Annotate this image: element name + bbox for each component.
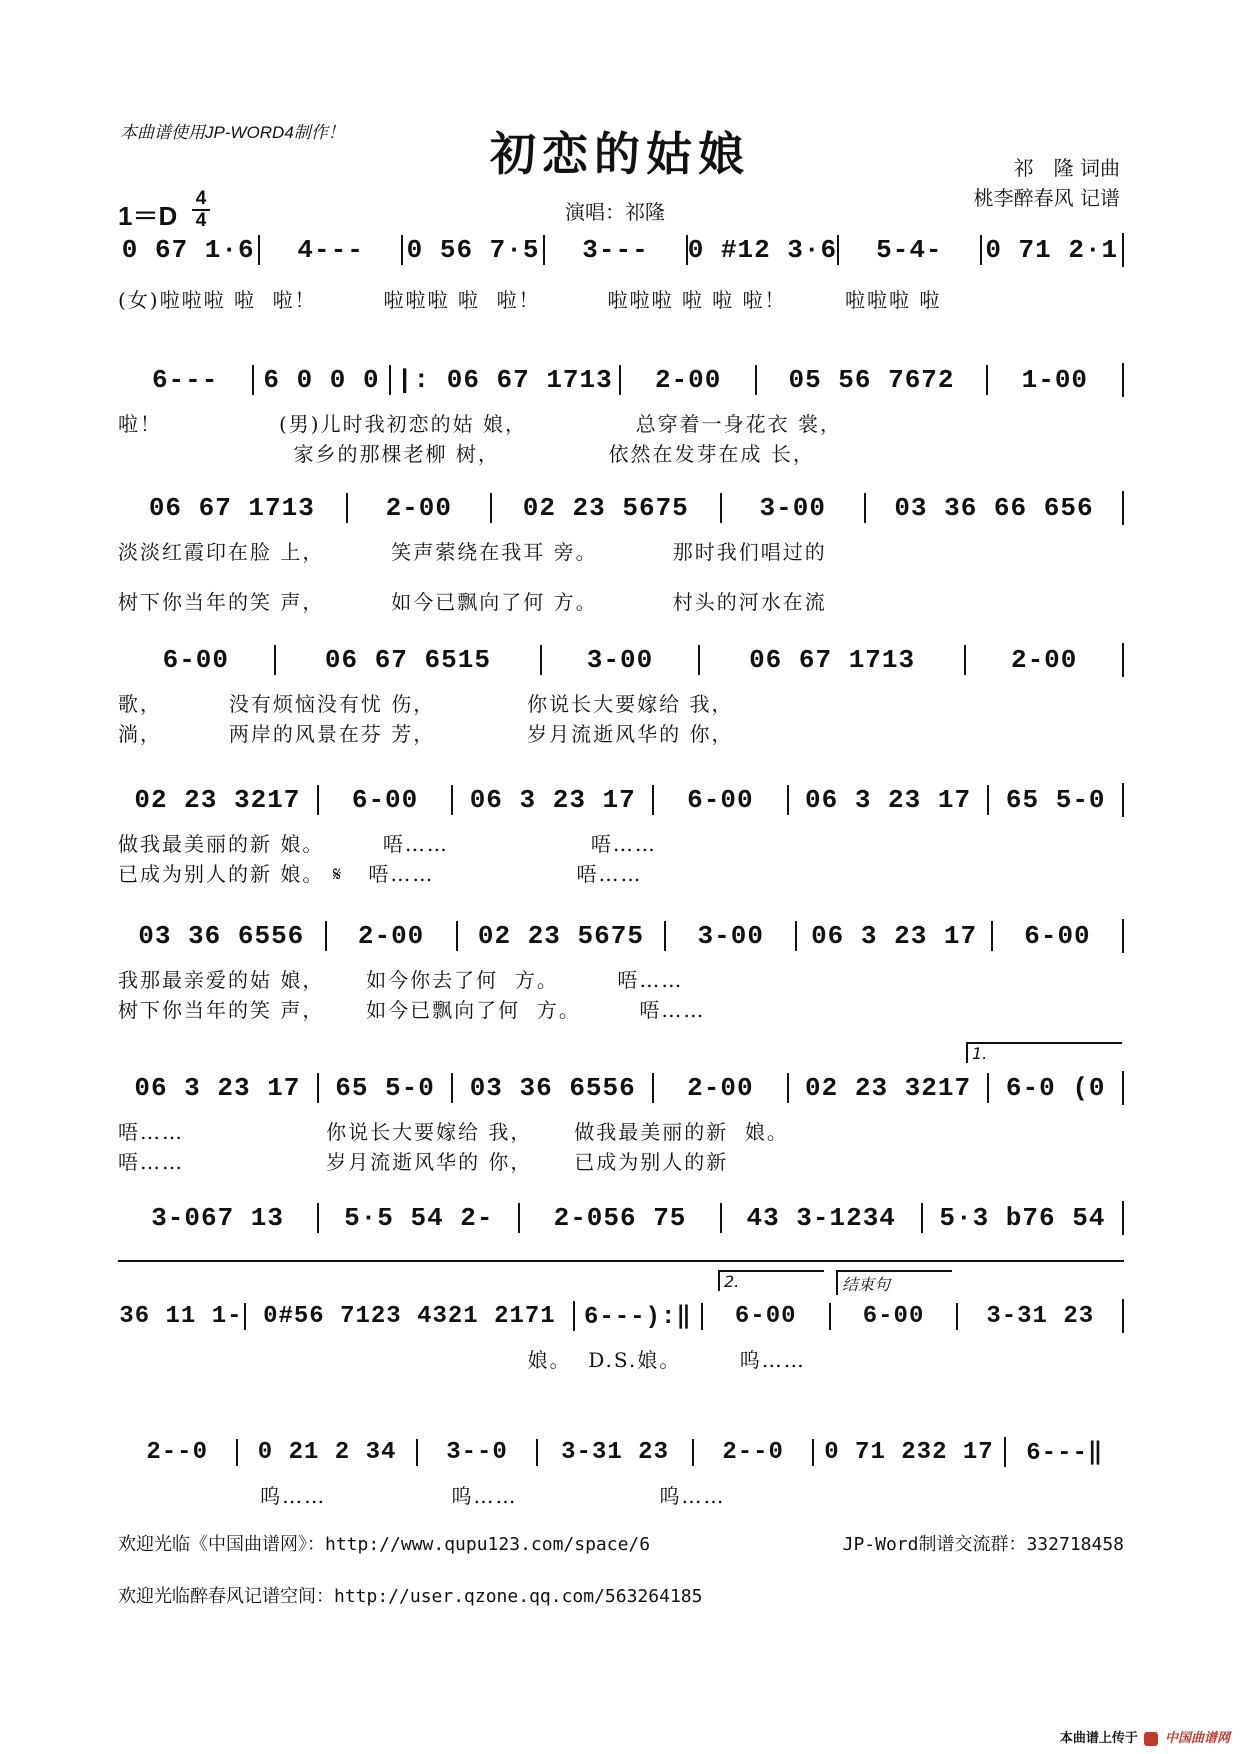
measure: 3-00 [540,645,698,675]
measure: 02 23 5675 [490,493,720,523]
lyricist-composer: 祁 隆 词曲 [1013,156,1120,180]
lyric-line: 已成为别人的新 娘。 𝄋 唔…… 唔…… [118,862,643,886]
site-logo-text: 中国曲谱网 [1164,1731,1230,1746]
upload-note-text: 本曲谱上传于 [1059,1731,1138,1746]
measure: 1-00 [986,365,1122,395]
measure: 02 23 5675 [456,921,665,951]
measure: 2-00 [652,1073,787,1103]
time-signature [190,190,212,230]
song-title: 初恋的姑娘 [490,127,750,181]
measure: 0 67 1·6 [121,235,255,265]
time-numerator: 4 [195,188,207,209]
lyric-line: 做我最美丽的新 娘。 唔…… 唔…… [118,832,657,856]
measure: 0 #12 3·6 [687,235,838,265]
volta-second-ending: 2. [718,1270,824,1291]
measure: 06 3 23 17 [451,785,652,815]
barline [1122,233,1124,267]
measure: 2-00 [325,921,456,951]
lyric-line: 唔…… 岁月流逝风华的 你， 已成为别人的新 [118,1150,729,1174]
barline [1122,1299,1124,1333]
ending-label: 结束句 [836,1270,952,1295]
volta-first-ending: 1. [966,1042,1122,1063]
time-denominator: 4 [195,210,207,231]
measure: 02 23 3217 [134,785,301,815]
measure: 2--0 [146,1438,208,1466]
measure: 5-4- [837,235,979,265]
measure: 6-00 [317,785,452,815]
measure: 6--- [151,365,219,395]
footer-site-link[interactable]: 欢迎光临《中国曲谱网》：http://www.qupu123.com/space/6 [118,1534,651,1555]
measure: 5·5 54 2- [317,1203,518,1233]
barline [1122,643,1124,677]
measure: 6-0 (0 [987,1073,1122,1103]
measure: 6-00 [162,645,230,675]
barline [1122,363,1124,397]
footer-group-info: JP-Word制谱交流群：332718458 [842,1534,1124,1555]
measure: 0#56 7123 4321 2171 [244,1303,573,1330]
software-note: 本曲谱使用JP-WORD4制作！ [120,123,345,142]
measure: 3-00 [664,921,795,951]
lyric-line: 淡淡红霞印在脸 上， 笑声萦绕在我耳 旁。 那时我们唱过的 [118,540,827,564]
lyric-line: 树下你当年的笑 声， 如今已飘向了何 方。 唔…… [118,998,706,1022]
measure: 65 5-0 [987,785,1122,815]
measure: 2--0 [692,1439,812,1466]
lyric-line: 啦！ (男)儿时我初恋的姑 娘， 总穿着一身花衣 裳， [118,412,842,436]
lyric-line: 淌， 两岸的风景在芬 芳， 岁月流逝风华的 你， [118,722,734,746]
measure: 0 71 2·1 [980,235,1122,265]
measure: 3--0 [416,1439,536,1466]
lyric-line: 树下你当年的笑 声， 如今已飘向了何 方。 村头的河水在流 [118,590,827,614]
measure: 3-31 23 [956,1303,1122,1330]
measure: 5·3 b76 54 [921,1203,1122,1233]
measure: 03 36 66 656 [864,493,1122,523]
lyric-line: 娘。 D.S.娘。 呜…… [118,1348,806,1372]
measure: 36 11 1- [119,1302,243,1330]
upload-note [1060,1727,1230,1746]
measure: 05 56 7672 [755,365,985,395]
measure: 0 21 2 34 [236,1439,416,1466]
measure: 6---‖ [1004,1437,1124,1467]
measure: 6 0 0 0 [252,365,388,395]
measure: 2-00 [619,365,755,395]
barline [1122,1201,1124,1235]
footer-space-link[interactable]: 欢迎光临醉春风记谱空间：http://user.qzone.qq.com/563264185 [118,1586,703,1607]
lyric-line: 我那最亲爱的姑 娘， 如今你去了何 方。 唔…… [118,968,684,992]
measure: 4--- [258,235,400,265]
measure: 6-00 [652,785,787,815]
transcriber: 桃李醉春风 记谱 [973,186,1120,210]
measure: 3-067 13 [151,1203,285,1233]
singer: 演唱：祁隆 [565,200,665,224]
measure: 6---):‖ [573,1301,701,1331]
measure: 2-00 [964,645,1122,675]
measure: 06 67 1713 [148,493,315,523]
measure: 0 71 232 17 [812,1439,1003,1466]
measure: 06 67 1713 [698,645,965,675]
lyric-line: 唔…… 你说长大要嫁给 我， 做我最美丽的新 娘。 [118,1120,789,1144]
measure: 06 3 23 17 [787,785,988,815]
measure: 03 36 6556 [451,1073,652,1103]
lyric-line: (女)啦啦啦 啦 啦！ 啦啦啦 啦 啦！ 啦啦啦 啦 啦 啦！ 啦啦啦 啦 [118,288,942,312]
lyric-line: 家乡的那棵老柳 树， 依然在发芽在成 长， [118,442,815,466]
barline [1122,919,1124,953]
measure: 6-00 [701,1303,829,1330]
lyric-line: 歌， 没有烦恼没有忧 伤， 你说长大要嫁给 我， [118,692,734,716]
measure: 3-31 23 [536,1439,692,1466]
measure: 0 56 7·5 [401,235,543,265]
measure: 02 23 3217 [787,1073,988,1103]
measure: |: 06 67 1713 [389,365,619,395]
repeat-bracket-line [118,1260,1124,1262]
measure: 03 36 6556 [138,921,305,951]
measure: 06 3 23 17 [795,921,991,951]
measure: 3--- [543,235,685,265]
measure: 6-00 [991,921,1122,951]
measure: 2-056 75 [518,1203,719,1233]
measure: 3-00 [720,493,864,523]
site-logo-icon [1144,1732,1158,1746]
measure: 06 3 23 17 [134,1073,301,1103]
barline [1122,491,1124,525]
measure: 2-00 [346,493,490,523]
measure: 6-00 [829,1303,957,1330]
key-signature: 1＝D [118,201,178,231]
measure: 65 5-0 [317,1073,452,1103]
barline [1122,1071,1124,1105]
barline [1122,783,1124,817]
lyric-line: 呜…… 呜…… 呜…… [118,1484,726,1508]
measure: 43 3-1234 [720,1203,921,1233]
measure: 06 67 6515 [274,645,541,675]
